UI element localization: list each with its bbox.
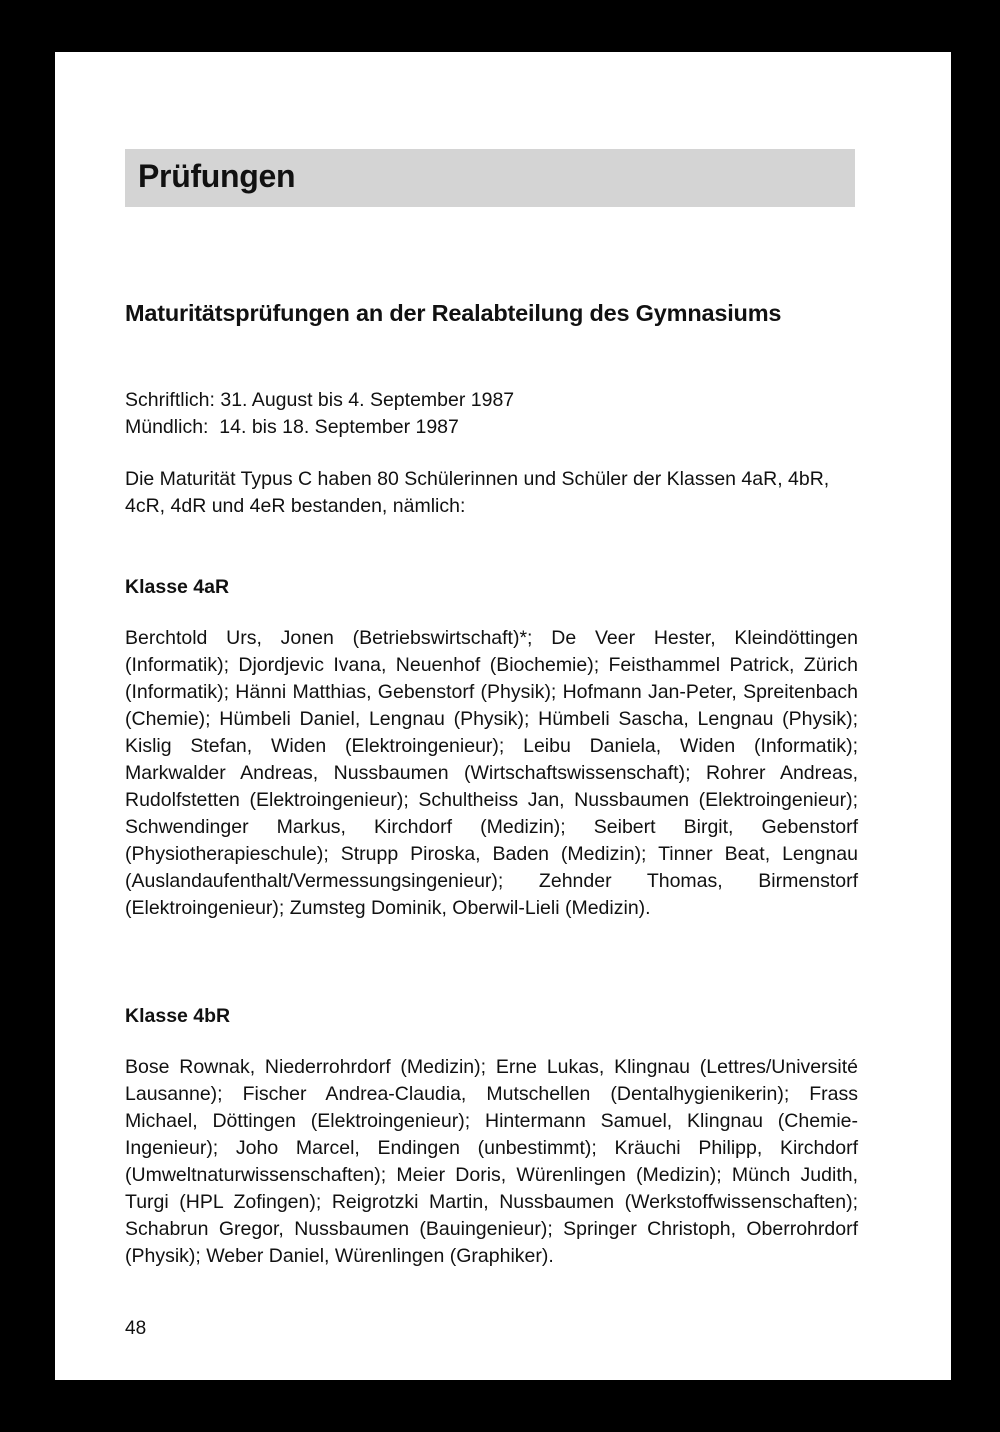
class-heading-4br: Klasse 4bR bbox=[125, 1005, 231, 1027]
exam-dates bbox=[125, 387, 865, 441]
intro-paragraph: Die Maturität Typus C haben 80 Schülerinnen und Schüler der Klassen 4aR, 4bR, 4cR, 4dR und 4eR bestanden, nämlich: bbox=[125, 468, 830, 517]
header-band bbox=[125, 149, 855, 207]
page-title: Prüfungen bbox=[138, 158, 296, 194]
class-list-4ar: Berchtold Urs, Jonen (Betriebswirtschaft)*; De Veer Hester, Kleindöttingen (Informatik); Djordjevic Ivana, Neuenhof (Biochemie); Feisthammel Patrick, Zürich (Informatik); Hänni Matthias, Gebenstorf (Physik); Hofmann Jan-Peter, Spreitenbach (Chemie); Hümbeli Daniel, Lengnau (Physik); Hümbeli Sascha, Lengnau (Physik); Kislig Stefan, Widen (Elektroingenieur); Leibu Daniela, Widen (Informatik); Markwalder Andreas, Nussbaumen (Wirtschaftswissenschaft); Rohrer Andreas, Rudolfstetten (Elektroingenieur); Schultheiss Jan, Nussbaumen (Elektroingenieur); Schwendinger Markus, Kirchdorf (Medizin); Seibert Birgit, Gebenstorf (Physiotherapieschule); Strupp Piroska, Baden (Medizin); Tinner Beat, Lengnau (Auslandaufenthalt/Vermessungsingenieur); Zehnder Thomas, Birmenstorf (Elektroingenieur); Zumsteg Dominik, Oberwil-Lieli (Medizin). bbox=[125, 627, 858, 919]
oral-exam-date: Mündlich: 14. bis 18. September 1987 bbox=[125, 416, 459, 438]
document-page bbox=[55, 52, 951, 1380]
class-list-4br: Bose Rownak, Niederrohrdorf (Medizin); Erne Lukas, Klingnau (Lettres/Université Lausanne); Fischer Andrea-Claudia, Mutschellen (Dentalhygienikerin); Frass Michael, Döttingen (Elektroingenieur); Hintermann Samuel, Klingnau (Chemie-Ingenieur); Joho Marcel, Endingen (unbestimmt); Kräuchi Philipp, Kirchdorf (Umweltnaturwissenschaften); Meier Doris, Würenlingen (Medizin); Münch Judith, Turgi (HPL Zofingen); Reigrotzki Martin, Nussbaumen (Werkstoffwissenschaften); Schabrun Gregor, Nussbaumen (Bauingenieur); Springer Christoph, Oberrohrdorf (Physik); Weber Daniel, Würenlingen (Graphiker). bbox=[125, 1056, 858, 1267]
section-title: Maturitätsprüfungen an der Realabteilung des Gymnasiums bbox=[125, 300, 782, 326]
page-number: 48 bbox=[125, 1318, 147, 1339]
class-heading-4ar: Klasse 4aR bbox=[125, 576, 230, 598]
written-exam-date: Schriftlich: 31. August bis 4. September 1987 bbox=[125, 389, 515, 411]
